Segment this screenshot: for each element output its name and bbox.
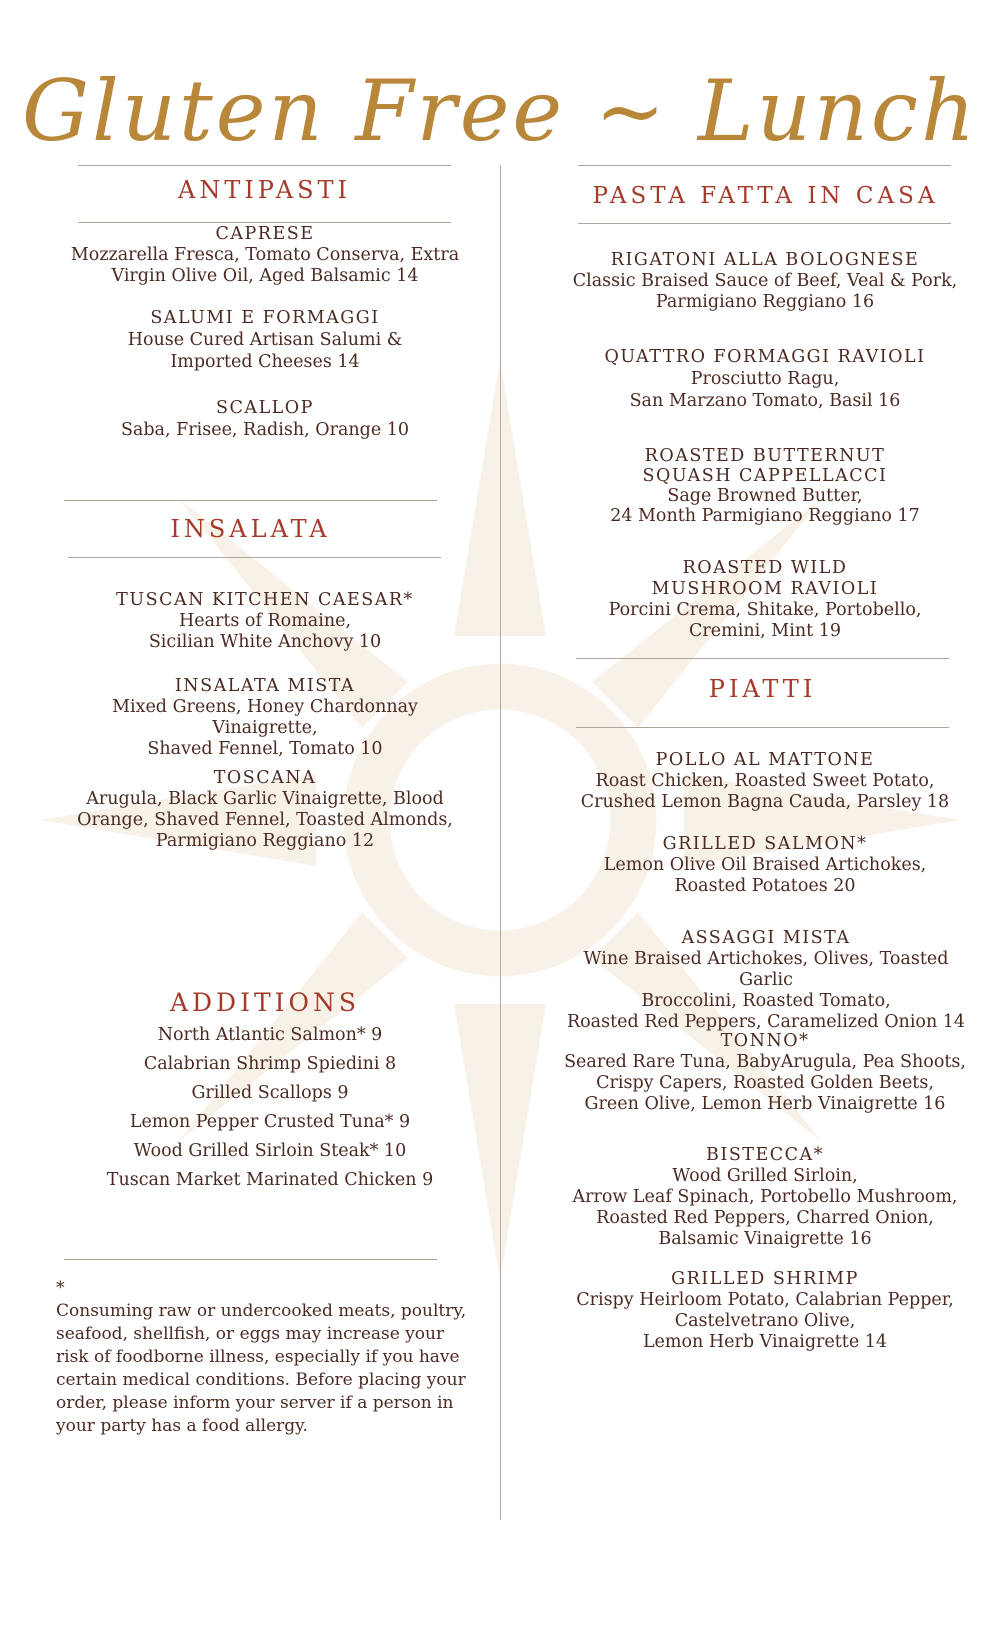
item-name: SALUMI E FORMAGGI [150,308,380,328]
item-description: Lemon Olive Oil Braised Artichokes, [603,855,927,875]
item-name: SQUASH CAPPELLACCI [642,466,888,486]
page-title: Gluten Free ~ Lunch [21,62,979,160]
menu-item [560,446,970,526]
item-name: TONNO* [720,1031,810,1051]
item-description: Saba, Frisee, Radish, Orange 10 [120,420,410,440]
item-description: Broccolini, Roasted Tomato, [641,991,891,1011]
item-name: MUSHROOM RAVIOLI [651,579,879,599]
item-name: ROASTED BUTTERNUT [644,446,886,466]
item-description: Cremini, Mint 19 [689,621,841,641]
addition-item: Calabrian Shrimp Spiedini 8 [143,1054,397,1074]
item-description: Crispy Capers, Roasted Golden Beets, [596,1073,934,1093]
item-description: Roasted Red Peppers, Caramelized Onion 14 [566,1012,966,1032]
item-description: Mozzarella Fresca, Tomato Conserva, Extra [70,245,460,265]
item-description: Roasted Potatoes 20 [674,876,856,896]
menu-item [556,928,976,1033]
item-description: Hearts of Romaine, [178,611,352,631]
addition-item: Grilled Scallops 9 [191,1083,349,1103]
menu-item [560,1269,970,1353]
item-description: Castelvetrano Olive, [674,1311,856,1331]
item-description: Shaved Fennel, Tomato 10 [147,739,383,759]
item-description: Prosciutto Ragu, [690,369,840,389]
item-name: ROASTED WILD [682,558,848,578]
item-name: QUATTRO FORMAGGI RAVIOLI [604,347,926,367]
item-name: ASSAGGI MISTA [681,928,851,948]
divider [578,165,951,166]
item-name: SCALLOP [216,398,314,418]
menu-item [560,834,970,897]
item-description: Arugula, Black Garlic Vinaigrette, Blood [86,789,444,809]
item-description: Sage Browned Butter, [667,486,863,506]
menu-item [560,1031,970,1115]
item-name: GRILLED SHRIMP [671,1269,859,1289]
divider [64,1259,437,1260]
item-description: Crushed Lemon Bagna Cauda, Parsley 18 [580,792,950,812]
column-divider [500,165,501,1520]
disclaimer-mark: * [56,1278,65,1298]
item-description: Wine Braised Artichokes, Olives, Toasted Garlic [583,949,949,990]
divider [578,223,951,224]
section-heading-piatti: PIATTI [708,675,817,703]
item-description: Imported Cheeses 14 [170,352,360,372]
item-description: Roast Chicken, Roasted Sweet Potato, [595,771,935,791]
item-name: GRILLED SALMON* [662,834,868,854]
divider [68,557,441,558]
menu-item [560,750,970,813]
divider [64,500,437,501]
item-name: POLLO AL MATTONE [655,750,875,770]
item-description: Virgin Olive Oil, Aged Balsamic 14 [111,266,419,286]
menu-item [560,346,970,412]
divider [576,658,949,659]
item-name: TUSCAN KITCHEN CAESAR* [116,590,414,610]
item-description: Crispy Heirloom Potato, Calabrian Pepper, [576,1290,954,1310]
menu-item [70,676,460,760]
menu-item [70,768,460,852]
item-description: Arrow Leaf Spinach, Portobello Mushroom, [572,1187,958,1207]
menu-item [560,250,970,313]
addition-item: Wood Grilled Sirloin Steak* 10 [133,1141,407,1161]
disclaimer-text: Consuming raw or undercooked meats, poultry, seafood, shellfish, or eggs may increase your risk of foodborne illness, especially if you have certain medical conditions. Before placing your order, please inform your server if a person in your party has a food allergy. [56,1301,467,1436]
addition-item: North Atlantic Salmon* 9 [157,1025,383,1045]
item-description: Mixed Greens, Honey Chardonnay Vinaigrette, [112,697,418,738]
item-description: Orange, Shaved Fennel, Toasted Almonds, [77,810,453,830]
addition-item: Lemon Pepper Crusted Tuna* 9 [129,1112,411,1132]
item-description: Porcini Crema, Shitake, Portobello, [608,600,922,620]
divider [576,727,949,728]
section-heading-insalata: INSALATA [170,515,331,543]
item-description: Balsamic Vinaigrette 16 [658,1229,872,1249]
section-heading-additions: ADDITIONS [169,988,361,1017]
menu-item [70,307,460,373]
section-heading-pasta: PASTA FATTA IN CASA [592,183,939,209]
item-description: 24 Month Parmigiano Reggiano 17 [610,506,920,526]
menu-item [560,1145,970,1250]
item-description: Lemon Herb Vinaigrette 14 [642,1332,888,1352]
item-description: House Cured Artisan Salumi & [127,330,403,350]
item-name: BISTECCA* [706,1145,824,1165]
item-description: San Marzano Tomato, Basil 16 [629,391,901,411]
divider [78,165,451,166]
menu-item [70,590,460,653]
item-description: Parmigiano Reggiano 16 [655,292,875,312]
divider [78,222,451,223]
menu-item [70,397,460,441]
item-description: Parmigiano Reggiano 12 [155,831,375,851]
item-name: INSALATA MISTA [174,676,356,696]
addition-item: Tuscan Market Marinated Chicken 9 [106,1170,434,1190]
item-name: RIGATONI ALLA BOLOGNESE [610,250,920,270]
item-description: Sicilian White Anchovy 10 [148,632,382,652]
menu-item [70,224,460,287]
item-description: Wood Grilled Sirloin, [672,1166,858,1186]
menu-item [560,558,970,642]
item-description: Seared Rare Tuna, BabyArugula, Pea Shoots, [564,1052,966,1072]
item-name: TOSCANA [213,768,317,788]
section-heading-antipasti: ANTIPASTI [177,176,352,204]
item-description: Roasted Red Peppers, Charred Onion, [596,1208,934,1228]
item-name: CAPRESE [215,224,315,244]
item-description: Green Olive, Lemon Herb Vinaigrette 16 [584,1094,946,1114]
item-description: Classic Braised Sauce of Beef, Veal & Pork, [572,271,958,291]
